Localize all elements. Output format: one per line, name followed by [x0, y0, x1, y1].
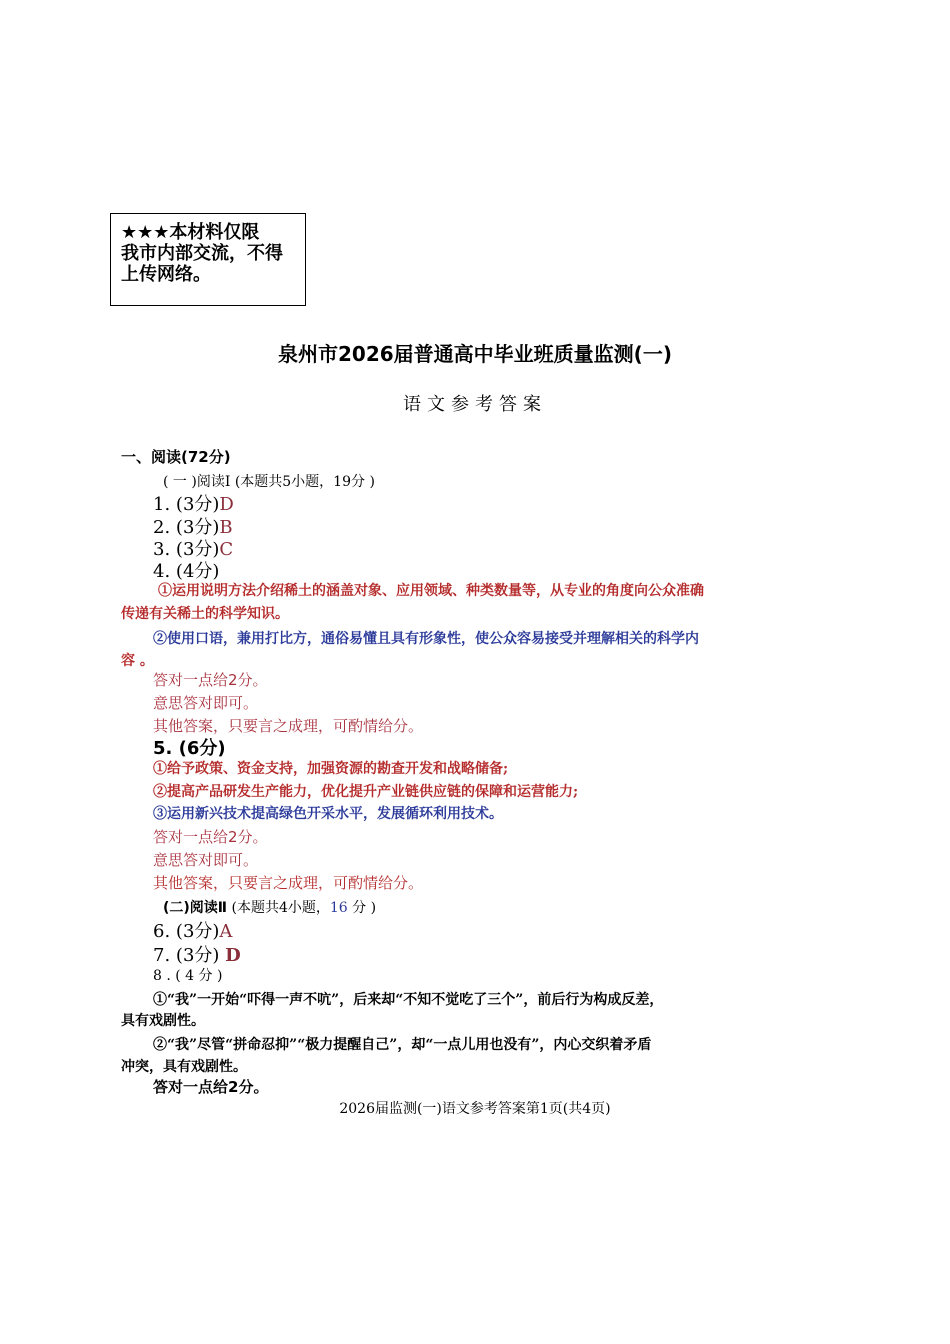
q7-answer: D: [225, 945, 241, 966]
q8-answer-point-1-line-2: 具有戏剧性。: [121, 1013, 205, 1029]
q3-points: (3分): [175, 539, 220, 560]
q7-num: 7.: [153, 945, 171, 966]
q5-scoring-note-1: 答对一点给2分。: [153, 828, 268, 846]
q8-answer-point-1-line-1: ①“我”一开始“吓得一声不吭”，后来却“不知不觉吃了三个”，前后行为构成反差，: [153, 992, 664, 1008]
question-7: [153, 941, 241, 967]
notice-line-1: ★★★本材料仅限: [121, 222, 260, 243]
part2-note-pre: (本题共4小题，: [231, 900, 330, 916]
q4-scoring-note-1: 答对一点给2分。: [153, 671, 268, 689]
q5-answer-point-1: ①给予政策、资金支持，加强资源的勘查开发和战略储备;: [153, 761, 509, 777]
part2-note-post: 分 ): [352, 900, 377, 916]
q8-answer-point-2-line-2: 冲突，具有戏剧性。: [121, 1059, 247, 1075]
part1-label: ( 一 )阅读Ⅰ: [163, 474, 231, 490]
question-8-label: 8 . ( 4 分 ): [153, 968, 223, 984]
q4-answer-point-2-line-2: 容 。: [121, 653, 154, 669]
notice-line-3: 上传网络。: [121, 264, 211, 285]
q6-num: 6.: [153, 921, 171, 942]
q2-points: (3分): [175, 517, 220, 538]
part2-heading: [163, 897, 376, 917]
part1-heading: [163, 471, 375, 491]
q4-scoring-note-3: 其他答案，只要言之成理，可酌情给分。: [153, 717, 424, 735]
q5-answer-point-2: ②提高产品研发生产能力，优化提升产业链供应链的保障和运营能力;: [153, 784, 579, 800]
part2-label: (二)阅读Ⅱ: [163, 900, 228, 916]
notice-box: [110, 213, 306, 306]
q5-scoring-note-2: 意思答对即可。: [153, 851, 259, 869]
q2-num: 2.: [153, 517, 171, 538]
question-5: [153, 734, 226, 760]
notice-line-2: 我市内部交流，不得: [121, 243, 283, 264]
q3-num: 3.: [153, 539, 171, 560]
q8-scoring-note-1: 答对一点给2分。: [153, 1078, 269, 1096]
question-6: [153, 917, 232, 943]
q5-scoring-note-3: 其他答案，只要言之成理，可酌情给分。: [153, 874, 424, 892]
page-subtitle: 语文参考答案: [403, 394, 547, 415]
q6-answer: A: [219, 921, 233, 942]
part2-note-num: 16: [329, 900, 348, 916]
q1-answer: D: [219, 494, 234, 515]
q8-answer-point-2-line-1: ②“我”尽管“拼命忍抑”“极力提醒自己”，却“一点儿用也没有”，内心交织着矛盾: [153, 1037, 652, 1053]
q3-answer: C: [219, 539, 234, 560]
q1-num: 1.: [153, 494, 171, 515]
page-title: 泉州市2026届普通高中毕业班质量监测(一): [278, 342, 672, 366]
q6-points: (3分): [175, 921, 220, 942]
page-footer: 2026届监测(一)语文参考答案第1页(共4页): [339, 1101, 611, 1117]
q5-points: (6分): [178, 738, 226, 759]
q5-answer-point-3: ③运用新兴技术提高绿色开采水平，发展循环利用技术。: [153, 806, 503, 822]
q4-answer-point-1-line-1: ①运用说明方法介绍稀土的涵盖对象、应用领域、种类数量等，从专业的角度向公众准确: [158, 583, 704, 599]
part1-note: (本题共5小题，19分 ): [234, 474, 375, 490]
q1-points: (3分): [175, 494, 220, 515]
q5-num: 5.: [153, 738, 173, 759]
q4-answer-point-2-line-1: ②使用口语，兼用打比方，通俗易懂且具有形象性，使公众容易接受并理解相关的科学内: [153, 631, 699, 647]
q4-num: 4.: [153, 561, 171, 582]
section-heading-reading: 一、阅读(72分): [121, 448, 231, 466]
q4-answer-point-1-line-2: 传递有关稀土的科学知识。: [121, 606, 289, 622]
q4-scoring-note-2: 意思答对即可。: [153, 694, 259, 712]
q4-points: (4分): [175, 561, 220, 582]
q2-answer: B: [219, 517, 233, 538]
q7-points: (3分): [175, 945, 220, 966]
